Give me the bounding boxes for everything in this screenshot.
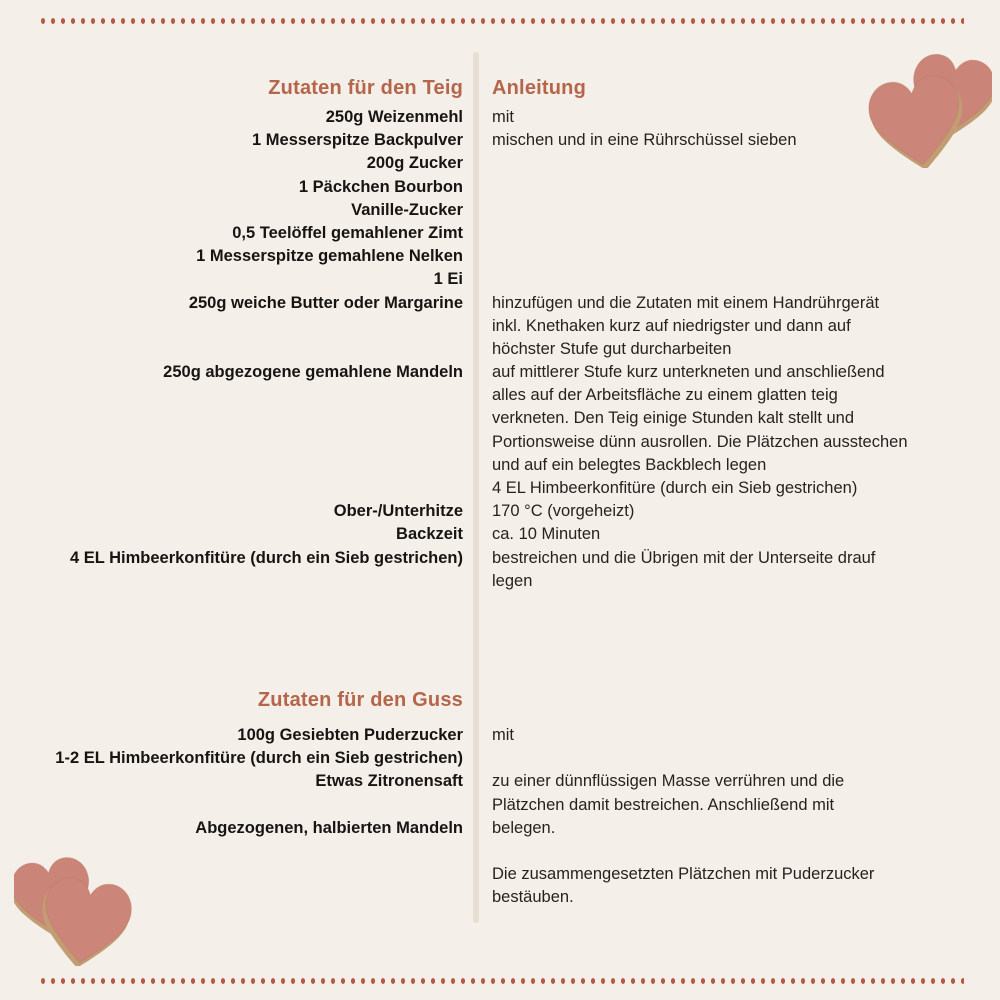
recipe-row <box>28 361 972 384</box>
instruction-cell: höchster Stufe gut durcharbeiten <box>492 339 732 358</box>
instruction-cell: mit <box>492 726 514 744</box>
recipe-row <box>28 245 972 268</box>
ingredient-cell <box>28 794 463 817</box>
ingredient-cell: 250g Weizenmehl <box>325 108 463 126</box>
instruction-cell: auf mittlerer Stufe kurz unterkneten und anschließend <box>492 363 885 382</box>
recipe-row <box>28 106 972 129</box>
instruction-cell <box>492 840 972 863</box>
instruction-cell: mischen und in eine Rührschüssel sieben <box>492 131 797 150</box>
instruction-cell: legen <box>492 571 533 590</box>
instruction-cell <box>492 245 972 268</box>
heart-cookies-image-bottom-left <box>14 840 136 966</box>
recipe-row <box>28 129 972 152</box>
recipe-row <box>28 477 972 500</box>
instruction-cell: hinzufügen und die Zutaten mit einem Handrührgerät <box>492 293 880 312</box>
recipe-row <box>28 547 972 570</box>
ingredient-cell <box>28 454 463 477</box>
heart-cookies-illustration <box>864 36 992 168</box>
ingredient-cell <box>28 338 463 361</box>
recipe-row <box>28 268 972 291</box>
ingredient-cell <box>28 315 463 338</box>
instruction-cell: und auf ein belegtes Backblech legen <box>492 455 767 474</box>
recipe-row <box>28 724 972 747</box>
ingredient-cell: Etwas Zitronensaft <box>315 772 463 791</box>
ingredient-cell: 1 Messerspitze Backpulver <box>252 131 463 150</box>
ingredient-cell: Abgezogenen, halbierten Mandeln <box>195 818 463 837</box>
instruction-cell <box>492 747 972 770</box>
guss-section-heading: Zutaten für den Guss <box>257 688 463 711</box>
recipe-row <box>28 338 972 361</box>
instruction-cell: bestäuben. <box>492 888 574 907</box>
instruction-cell <box>492 268 972 291</box>
instruction-cell: ca. 10 Minuten <box>492 525 601 544</box>
instruction-cell: 170 °C (vorgeheizt) <box>492 502 635 521</box>
recipe-row <box>28 747 972 770</box>
ingredient-cell: 1 Ei <box>433 270 463 289</box>
heart-cookies-illustration <box>14 840 136 966</box>
ingredient-cell <box>28 407 463 430</box>
teig-rows <box>28 106 972 593</box>
heart-cookies-image-top-right <box>864 36 992 168</box>
recipe-row <box>28 199 972 222</box>
ingredient-cell <box>28 477 463 500</box>
top-dotted-border <box>38 17 964 25</box>
recipe-row <box>28 794 972 817</box>
ingredient-cell <box>28 384 463 407</box>
recipe-row <box>28 222 972 245</box>
instruction-cell: Portionsweise dünn ausrollen. Die Plätzchen ausstechen <box>492 432 908 451</box>
instruction-cell: 4 EL Himbeerkonfitüre (durch ein Sieb gestrichen) <box>492 479 858 497</box>
recipe-row <box>28 176 972 199</box>
ingredient-cell: 1 Messerspitze gemahlene Nelken <box>196 247 463 266</box>
recipe-row <box>28 384 972 407</box>
recipe-row <box>28 770 972 793</box>
recipe-row <box>28 431 972 454</box>
ingredient-cell <box>28 431 463 454</box>
ingredient-cell: 1-2 EL Himbeerkonfitüre (durch ein Sieb gestrichen) <box>55 749 463 768</box>
instruction-cell: verkneten. Den Teig einige Stunden kalt stellt und <box>492 409 855 428</box>
guss-rows <box>28 724 972 910</box>
recipe-row <box>28 863 972 886</box>
instruction-cell: inkl. Knethaken kurz auf niedrigster und dann auf <box>492 316 851 335</box>
instruction-cell: Die zusammengesetzten Plätzchen mit Puderzucker <box>492 865 875 884</box>
recipe-row <box>28 152 972 175</box>
instruction-cell <box>492 199 972 222</box>
recipe-row <box>28 523 972 546</box>
recipe-row <box>28 840 972 863</box>
recipe-row <box>28 292 972 315</box>
instruction-cell: belegen. <box>492 818 556 837</box>
instruction-cell: mit <box>492 108 514 126</box>
recipe-row <box>28 315 972 338</box>
instruction-cell: zu einer dünnflüssigen Masse verrühren und die <box>492 772 845 791</box>
recipe-row <box>28 817 972 840</box>
ingredient-cell: 200g Zucker <box>366 154 463 173</box>
recipe-row <box>28 407 972 430</box>
bottom-dotted-border <box>38 977 964 985</box>
instruction-cell: alles auf der Arbeitsfläche zu einem glatten teig <box>492 386 838 405</box>
ingredient-cell: 1 Päckchen Bourbon <box>298 177 463 196</box>
ingredient-cell: Ober-/Unterhitze <box>333 502 463 521</box>
instruction-cell: Plätzchen damit bestreichen. Anschließend mit <box>492 795 835 814</box>
instruction-cell <box>492 222 972 245</box>
ingredient-cell: 250g weiche Butter oder Margarine <box>188 293 463 312</box>
recipe-row <box>28 570 972 593</box>
ingredient-cell: Vanille-Zucker <box>351 200 463 219</box>
ingredient-cell: 4 EL Himbeerkonfitüre (durch ein Sieb gestrichen) <box>69 548 463 567</box>
instruction-cell <box>492 176 972 199</box>
recipe-row <box>28 454 972 477</box>
recipe-row <box>28 500 972 523</box>
ingredient-cell: 100g Gesiebten Puderzucker <box>237 726 463 744</box>
instruction-cell: bestreichen und die Übrigen mit der Unterseite drauf <box>492 548 876 567</box>
ingredient-cell: 250g abgezogene gemahlene Mandeln <box>163 363 463 382</box>
recipe-row <box>28 886 972 909</box>
anleitung-heading: Anleitung <box>492 76 587 99</box>
teig-section-heading: Zutaten für den Teig <box>268 76 463 99</box>
ingredient-cell <box>28 570 463 593</box>
ingredient-cell: 0,5 Teelöffel gemahlener Zimt <box>232 223 463 242</box>
ingredient-cell: Backzeit <box>396 525 463 544</box>
